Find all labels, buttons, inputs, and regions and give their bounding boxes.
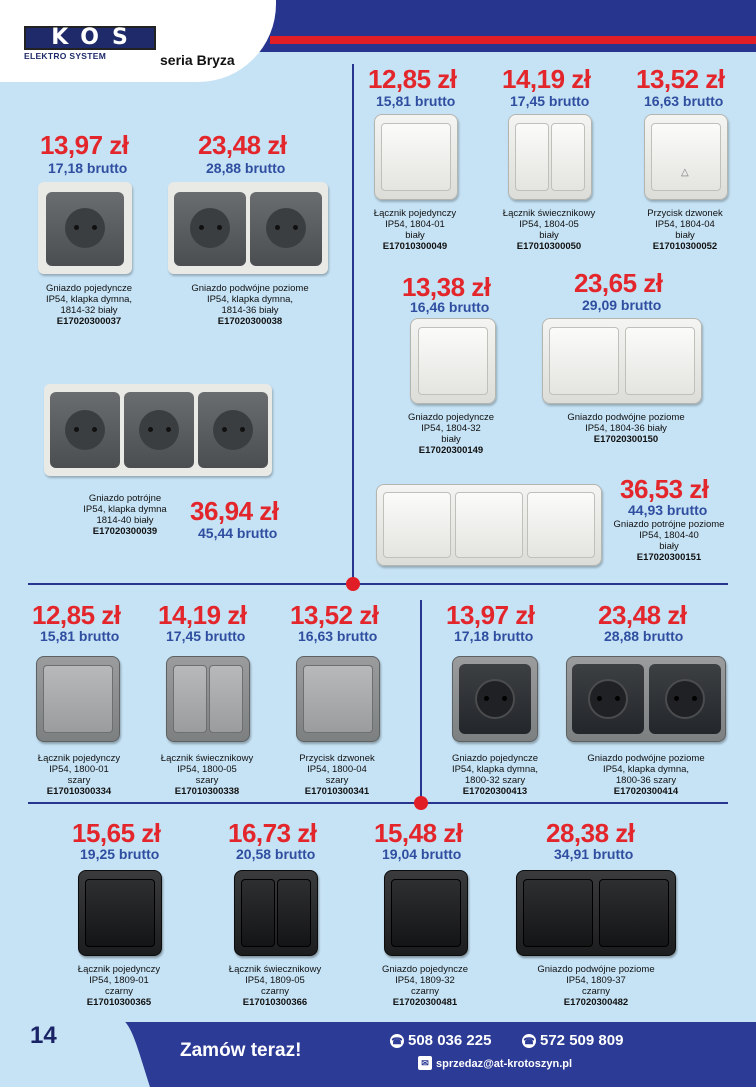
product-price: 13,38 zł bbox=[402, 272, 491, 302]
socket-double-black bbox=[516, 870, 676, 956]
product-brutto: 28,88 brutto bbox=[206, 160, 286, 176]
switch-double-black bbox=[234, 870, 318, 956]
divider-dot-low bbox=[414, 796, 428, 810]
switch-single-grey bbox=[36, 656, 120, 742]
order-now-cta: Zamów teraz! bbox=[180, 1040, 302, 1061]
product-brutto: 34,91 brutto bbox=[554, 846, 634, 862]
switch-single-black bbox=[78, 870, 162, 956]
product-price: 13,52 zł bbox=[290, 600, 379, 630]
product-description: Gniazdo potrójne poziome IP54, 1804-40 biały E17020300151 bbox=[613, 519, 725, 563]
product-price: 13,97 zł bbox=[40, 130, 129, 160]
product-description: Gniazdo pojedyncze IP54, klapka dymna, 1800-32 szary E17020300413 bbox=[451, 753, 539, 797]
socket-double-smoke-grey bbox=[566, 656, 726, 742]
phone-icon: ☎ bbox=[391, 1036, 403, 1046]
product-description: Łącznik świecznikowy IP54, 1804-05 biały E17010300050 bbox=[502, 208, 596, 252]
product-price: 28,38 zł bbox=[546, 818, 635, 848]
product-description: Gniazdo podwójne poziome IP54, 1809-37 czarny E17020300482 bbox=[537, 964, 655, 1008]
product-description: Łącznik pojedynczy IP54, 1804-01 biały E17010300049 bbox=[373, 208, 457, 252]
product-price: 15,48 zł bbox=[374, 818, 463, 848]
socket-single-black bbox=[384, 870, 468, 956]
bell-icon: △ bbox=[681, 167, 689, 178]
product-brutto: 19,25 brutto bbox=[80, 846, 160, 862]
product-brutto: 17,18 brutto bbox=[48, 160, 128, 176]
socket-triple-white bbox=[376, 484, 602, 566]
bell-button-white bbox=[644, 114, 728, 200]
product-brutto: 15,81 brutto bbox=[376, 93, 456, 109]
product-description: Przycisk dzwonek IP54, 1804-04 biały E17010300052 bbox=[647, 208, 723, 252]
product-description: Łącznik świecznikowy IP54, 1809-05 czarny E17010300366 bbox=[228, 964, 322, 1008]
product-brutto: 17,18 brutto bbox=[454, 628, 534, 644]
product-brutto: 17,45 brutto bbox=[166, 628, 246, 644]
product-brutto: 44,93 brutto bbox=[628, 502, 708, 518]
product-price: 23,48 zł bbox=[598, 600, 687, 630]
product-description: Łącznik pojedynczy IP54, 1809-01 czarny E17010300365 bbox=[77, 964, 161, 1008]
product-price: 36,94 zł bbox=[190, 496, 279, 526]
product-price: 16,73 zł bbox=[228, 818, 317, 848]
switch-double-white bbox=[508, 114, 592, 200]
product-price: 36,53 zł bbox=[620, 474, 709, 504]
product-brutto: 28,88 brutto bbox=[604, 628, 684, 644]
product-brutto: 15,81 brutto bbox=[40, 628, 120, 644]
product-brutto: 45,44 brutto bbox=[198, 525, 278, 541]
divider-horizontal-low bbox=[28, 802, 728, 804]
product-description: Łącznik pojedynczy IP54, 1800-01 szary E17010300334 bbox=[37, 753, 121, 797]
product-description: Łącznik świecznikowy IP54, 1800-05 szary E17010300338 bbox=[160, 753, 254, 797]
socket-double-white bbox=[542, 318, 702, 404]
product-description: Gniazdo pojedyncze IP54, klapka dymna, 1814-32 biały E17020300037 bbox=[45, 283, 133, 327]
product-description: Gniazdo potrójne IP54, klapka dymna 1814-40 biały E17020300039 bbox=[83, 493, 167, 537]
phone-number-1[interactable]: ☎ 508 036 225 bbox=[391, 1032, 492, 1049]
divider-horizontal-mid bbox=[28, 583, 728, 585]
divider-dot-mid bbox=[346, 577, 360, 591]
socket-single-smoke-white bbox=[38, 182, 132, 274]
divider-vertical-top bbox=[352, 64, 354, 584]
kos-logo: KOS ELEKTRO SYSTEM bbox=[24, 26, 156, 61]
mail-icon: ✉ bbox=[418, 1056, 432, 1070]
product-brutto: 29,09 brutto bbox=[582, 297, 662, 313]
page-number: 14 bbox=[30, 1022, 57, 1049]
product-brutto: 17,45 brutto bbox=[510, 93, 590, 109]
product-brutto: 16,46 brutto bbox=[410, 299, 490, 315]
product-price: 13,97 zł bbox=[446, 600, 535, 630]
socket-single-smoke-grey bbox=[452, 656, 538, 742]
bell-button-grey bbox=[296, 656, 380, 742]
product-price: 13,52 zł bbox=[636, 64, 725, 94]
phone-number-2[interactable]: ☎ 572 509 809 bbox=[523, 1032, 624, 1049]
socket-double-smoke-white bbox=[168, 182, 328, 274]
phone-icon: ☎ bbox=[523, 1036, 535, 1046]
series-title: seria Bryza bbox=[160, 52, 235, 68]
email-link[interactable]: ✉ sprzedaz@at-krotoszyn.pl bbox=[418, 1056, 572, 1070]
product-description: Gniazdo podwójne poziome IP54, klapka dymna, 1800-36 szary E17020300414 bbox=[587, 753, 705, 797]
switch-double-grey bbox=[166, 656, 250, 742]
product-description: Gniazdo pojedyncze IP54, 1809-32 czarny E17020300481 bbox=[381, 964, 469, 1008]
product-price: 12,85 zł bbox=[32, 600, 121, 630]
product-brutto: 16,63 brutto bbox=[644, 93, 724, 109]
product-description: Gniazdo podwójne poziome IP54, klapka dymna, 1814-36 biały E17020300038 bbox=[191, 283, 309, 327]
switch-single-white bbox=[374, 114, 458, 200]
product-price: 23,65 zł bbox=[574, 268, 663, 298]
product-brutto: 19,04 brutto bbox=[382, 846, 462, 862]
product-brutto: 20,58 brutto bbox=[236, 846, 316, 862]
product-description: Przycisk dzwonek IP54, 1800-04 szary E17010300341 bbox=[299, 753, 375, 797]
socket-triple-smoke-white bbox=[44, 384, 272, 476]
product-price: 14,19 zł bbox=[158, 600, 247, 630]
product-description: Gniazdo pojedyncze IP54, 1804-32 biały E17020300149 bbox=[407, 412, 495, 456]
socket-single-white bbox=[410, 318, 496, 404]
product-price: 15,65 zł bbox=[72, 818, 161, 848]
product-price: 12,85 zł bbox=[368, 64, 457, 94]
product-price: 14,19 zł bbox=[502, 64, 591, 94]
product-description: Gniazdo podwójne poziome IP54, 1804-36 biały E17020300150 bbox=[567, 412, 685, 445]
product-price: 23,48 zł bbox=[198, 130, 287, 160]
product-brutto: 16,63 brutto bbox=[298, 628, 378, 644]
